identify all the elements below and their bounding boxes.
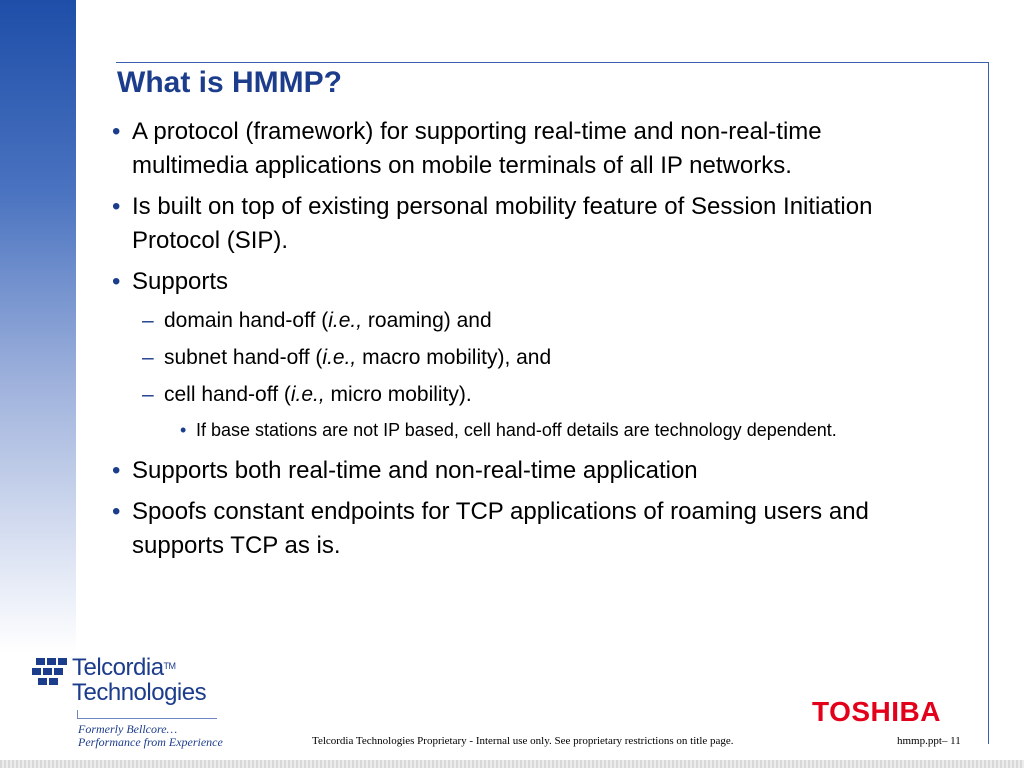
bullet-item [110,190,930,258]
sub-bullet-em: i.e., [322,346,357,369]
sub-bullet-post: micro mobility). [324,383,472,406]
sub-bullet-item [110,343,930,373]
bullet-icon: • [112,193,121,220]
bullet-item [110,265,930,299]
footer-strip [0,760,1024,768]
frame-top-rule [116,62,988,63]
sub-bullet-post: macro mobility), and [356,346,552,369]
bullet-text: Spoofs constant endpoints for TCP applications of roaming users and supports TCP as is. [132,498,869,559]
logo-divider [77,718,217,719]
sub-bullet-em: i.e., [328,309,363,332]
dash-icon: – [142,309,154,332]
slide-title: What is HMMP? [117,66,342,99]
dash-icon: – [142,346,154,369]
sub-bullet-pre: subnet hand-off ( [164,346,323,369]
sub-bullet-item [110,380,930,410]
dash-icon: – [142,383,154,406]
tagline-formerly: Formerly Bellcore… [78,722,178,736]
bullet-icon: • [112,498,121,525]
bullet-item [110,495,930,563]
bullet-text: Supports both real-time and non-real-time application [132,457,698,484]
proprietary-notice: Telcordia Technologies Proprietary - Internal use only. See proprietary restrictions on title page. [312,735,734,747]
bullet-text: Is built on top of existing personal mobility feature of Session Initiation Protocol (SIP). [132,193,873,254]
bullet-item [110,115,930,183]
sub-bullet-pre: domain hand-off ( [164,309,329,332]
bullet-icon: • [112,457,121,484]
sub-sub-bullet-text: If base stations are not IP based, cell hand-off details are technology dependent. [196,420,837,440]
toshiba-logo: TOSHIBA [812,696,941,727]
logo-text-line2: Technologies [72,679,207,706]
sub-bullet-pre: cell hand-off ( [164,383,291,406]
telcordia-logo-icon [30,654,70,694]
bullet-text: Supports [132,268,229,295]
trademark-mark: TM [163,661,176,671]
sub-sub-bullet-item [110,417,930,444]
bullet-icon: • [180,420,187,440]
telcordia-logo [30,652,230,752]
tagline-performance: Performance from Experience [78,735,223,749]
bullet-icon: • [112,118,121,145]
bullet-item [110,454,930,488]
bullet-icon: • [112,268,121,295]
sub-bullet-post: roaming) and [362,309,492,332]
bullet-text: A protocol (framework) for supporting real-time and non-real-time multimedia applications on mobile terminals of all IP networks. [132,118,822,179]
sub-bullet-item [110,306,930,336]
page-number: hmmp.ppt– 11 [897,735,961,747]
logo-text-line1: Telcordia™ [72,654,176,681]
frame-right-rule [988,62,989,744]
sub-bullet-em: i.e., [290,383,325,406]
slide-content [110,115,930,570]
